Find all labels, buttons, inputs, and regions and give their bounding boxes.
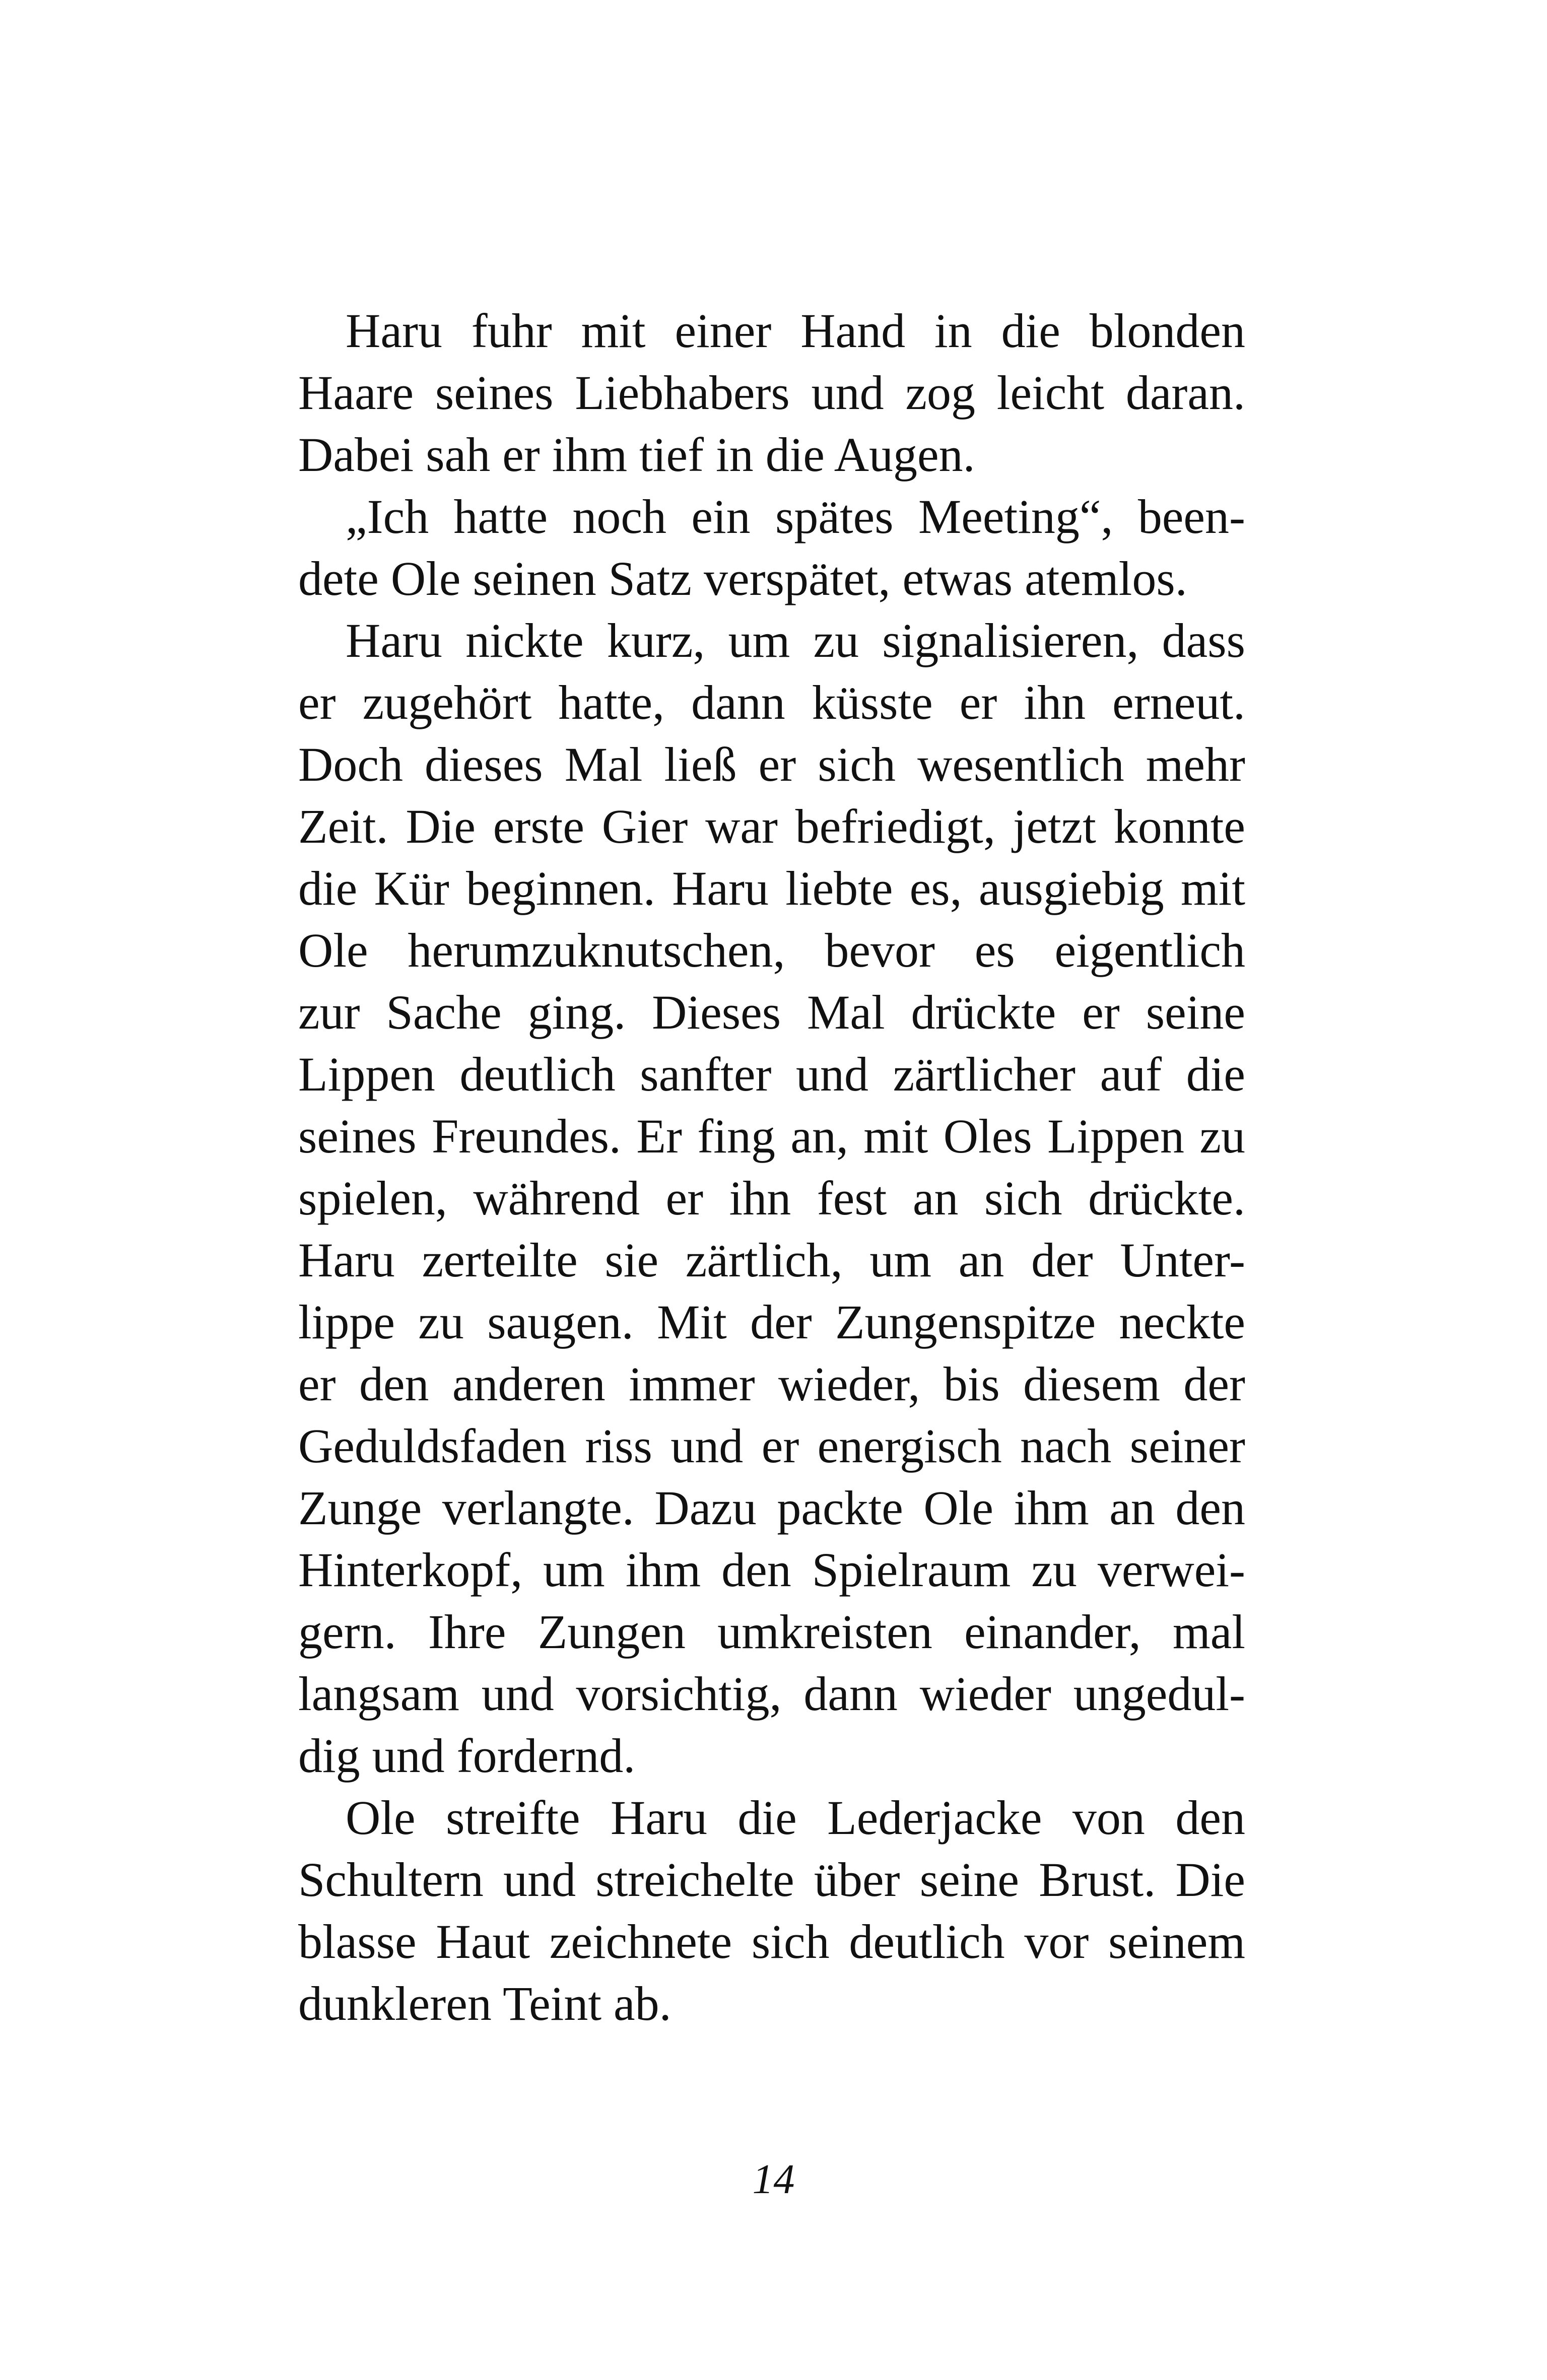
text-line: Lippen deutlich sanfter und zärtlicher auf die <box>298 1047 1245 1101</box>
text-line: dig und fordernd. <box>298 1729 636 1783</box>
text-line: spielen, während er ihn fest an sich drückte. <box>298 1171 1245 1225</box>
text-line: Haru nickte kurz, um zu signalisieren, dass <box>346 614 1245 667</box>
text-line: Geduldsfaden riss und er energisch nach seiner <box>298 1419 1245 1473</box>
text-line: er den anderen immer wieder, bis diesem der <box>298 1357 1245 1411</box>
text-line: Ole herumzuknutschen, bevor es eigentlich <box>298 923 1245 977</box>
text-line: Dabei sah er ihm tief in die Augen. <box>298 428 975 482</box>
text-line: Doch dieses Mal ließ er sich wesentlich mehr <box>298 737 1245 791</box>
text-line: langsam und vorsichtig, dann wieder ungedul- <box>298 1667 1245 1721</box>
text-line: blasse Haut zeichnete sich deutlich vor seinem <box>298 1915 1245 1968</box>
body-text <box>298 300 1245 2034</box>
paragraph <box>298 300 1245 486</box>
text-line: er zugehört hatte, dann küsste er ihn erneut. <box>298 675 1245 729</box>
text-line: Ole streifte Haru die Lederjacke von den <box>346 1791 1245 1845</box>
text-line: gern. Ihre Zungen umkreisten einander, mal <box>298 1605 1245 1659</box>
paragraph <box>298 486 1245 609</box>
text-line: Haare seines Liebhabers und zog leicht daran. <box>298 366 1245 420</box>
text-line: seines Freundes. Er fing an, mit Oles Lippen zu <box>298 1109 1245 1163</box>
text-line: dete Ole seinen Satz verspätet, etwas atemlos. <box>298 552 1187 605</box>
text-line: Zunge verlangte. Dazu packte Ole ihm an den <box>298 1481 1245 1535</box>
text-line: Schultern und streichelte über seine Brust. Die <box>298 1853 1245 1907</box>
text-line: die Kür beginnen. Haru liebte es, ausgiebig mit <box>298 861 1245 915</box>
text-line: Hinterkopf, um ihm den Spielraum zu verwei- <box>298 1543 1245 1597</box>
page-number: 14 <box>752 2156 795 2203</box>
text-line: lippe zu saugen. Mit der Zungenspitze neckte <box>298 1295 1245 1349</box>
text-line: Zeit. Die erste Gier war befriedigt, jetzt konnte <box>298 799 1245 853</box>
text-line: dunkleren Teint ab. <box>298 1977 671 2030</box>
text-line: zur Sache ging. Dieses Mal drückte er seine <box>298 985 1245 1039</box>
text-line: „Ich hatte noch ein spätes Meeting“, been- <box>346 490 1245 543</box>
paragraph <box>298 609 1245 1787</box>
text-line: Haru zerteilte sie zärtlich, um an der Unter- <box>298 1233 1245 1287</box>
paragraph <box>298 1787 1245 2034</box>
text-line: Haru fuhr mit einer Hand in die blonden <box>346 304 1245 358</box>
